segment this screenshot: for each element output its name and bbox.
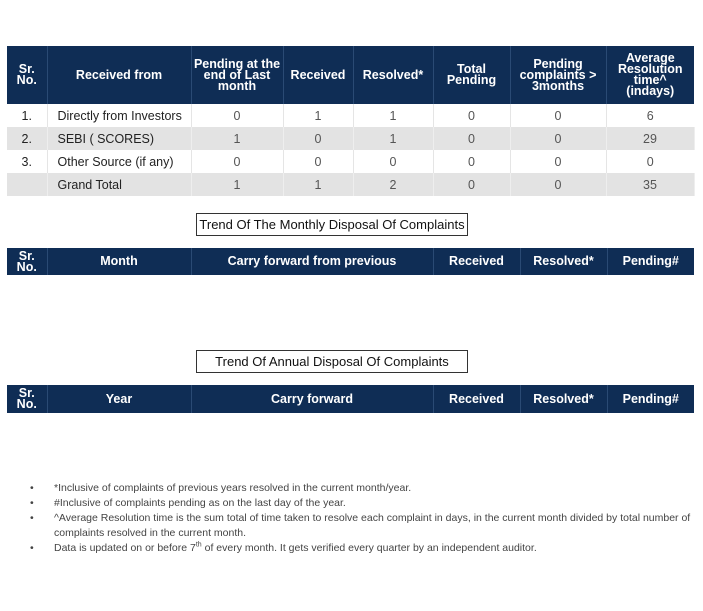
value-cell: 6 [646,108,654,123]
table-row [7,150,694,173]
bullet-icon: • [30,512,34,524]
sr-no-cell [7,173,47,196]
sr-no-cell: 1. [7,104,47,127]
header-received: Received [433,385,520,413]
value-cell: 0 [510,150,606,173]
header-sr-no: Sr. No. [7,46,47,104]
value-cell: 0 [433,127,510,150]
header-pending: Pending# [622,254,679,268]
bullet-icon: • [30,482,34,494]
sr-no-cell: 2. [7,127,47,150]
value-cell: 0 [433,173,510,196]
value-cell: 0 [283,127,353,150]
header-sr-no: Sr. No. [7,248,47,275]
header-received-from: Received from [47,46,191,104]
footnote-text: ^Average Resolution time is the sum total of time taken to resolve each complaint in days, in the current month divided by total number of complaints resolved in the current month. [54,512,691,539]
value-cell: 0 [510,173,606,196]
value-cell: 0 [191,150,283,173]
value-cell: 0 [510,104,606,127]
monthly-trend-title: Trend Of The Monthly Disposal Of Complaints [196,213,468,236]
table-row [7,104,694,127]
ordinal-suffix: th [195,541,202,549]
value-cell: 0 [283,150,353,173]
header-pending: Pending# [622,391,679,406]
header-sr-no: Sr. No. [7,385,47,413]
footnote-item [30,541,695,556]
source-cell: SEBI ( SCORES) [47,127,191,150]
header-pending-3months: Pending complaints > 3months [510,46,606,104]
footnote-item [30,481,695,496]
footnote-item [30,496,695,511]
header-avg-resolution: Average Resolution time^ (indays) [617,51,683,98]
header-resolved: Resolved* [520,248,607,275]
value-cell: 0 [353,150,433,173]
header-total-pending: Total Pending [433,46,510,104]
value-cell: 1 [353,104,433,127]
value-cell: 35 [606,173,694,196]
header-year: Year [47,385,191,413]
footnote-text-part: of every month. It gets verified every quarter by an independent auditor. [201,542,537,554]
table-header-row [7,46,694,104]
grand-total-label: Grand Total [47,173,191,196]
value-cell: 1 [283,173,353,196]
bullet-icon: • [30,542,34,554]
header-pending-last-month: Pending at the end of Last month [191,46,283,104]
header-carry-forward: Carry forward [191,385,433,413]
footnote-text: *Inclusive of complaints of previous years resolved in the current month/year. [54,482,412,494]
value-cell: 2 [353,173,433,196]
complaints-summary-table [7,46,695,196]
table-header-row [7,248,694,275]
footnote-text-part: Data is updated on or before 7 [54,542,196,554]
source-cell: Directly from Investors [47,104,191,127]
footnotes [30,481,695,556]
value-cell: 1 [283,104,353,127]
value-cell: 0 [433,104,510,127]
annual-trend-title: Trend Of Annual Disposal Of Complaints [196,350,468,373]
table-row [7,127,694,150]
table-header-row [7,385,694,413]
value-cell: 29 [606,127,694,150]
value-cell: 1 [353,127,433,150]
grand-total-row [7,173,694,196]
source-cell: Other Source (if any) [47,150,191,173]
value-cell: 1 [191,173,283,196]
annual-trend-table [7,385,694,413]
header-received: Received [283,46,353,104]
header-month: Month [47,248,191,275]
value-cell: 0 [433,150,510,173]
footnote-text: #Inclusive of complaints pending as on the last day of the year. [54,497,346,509]
footnote-text [54,542,537,554]
header-resolved: Resolved* [520,385,607,413]
header-carry-forward: Carry forward from previous [191,248,433,275]
footnote-item [30,511,695,541]
header-resolved: Resolved* [353,46,433,104]
value-cell: 0 [646,154,654,169]
sr-no-cell: 3. [7,150,47,173]
value-cell: 0 [191,104,283,127]
value-cell: 0 [510,127,606,150]
value-cell: 1 [191,127,283,150]
header-received: Received [433,248,520,275]
monthly-trend-table [7,248,694,275]
bullet-icon: • [30,497,34,509]
